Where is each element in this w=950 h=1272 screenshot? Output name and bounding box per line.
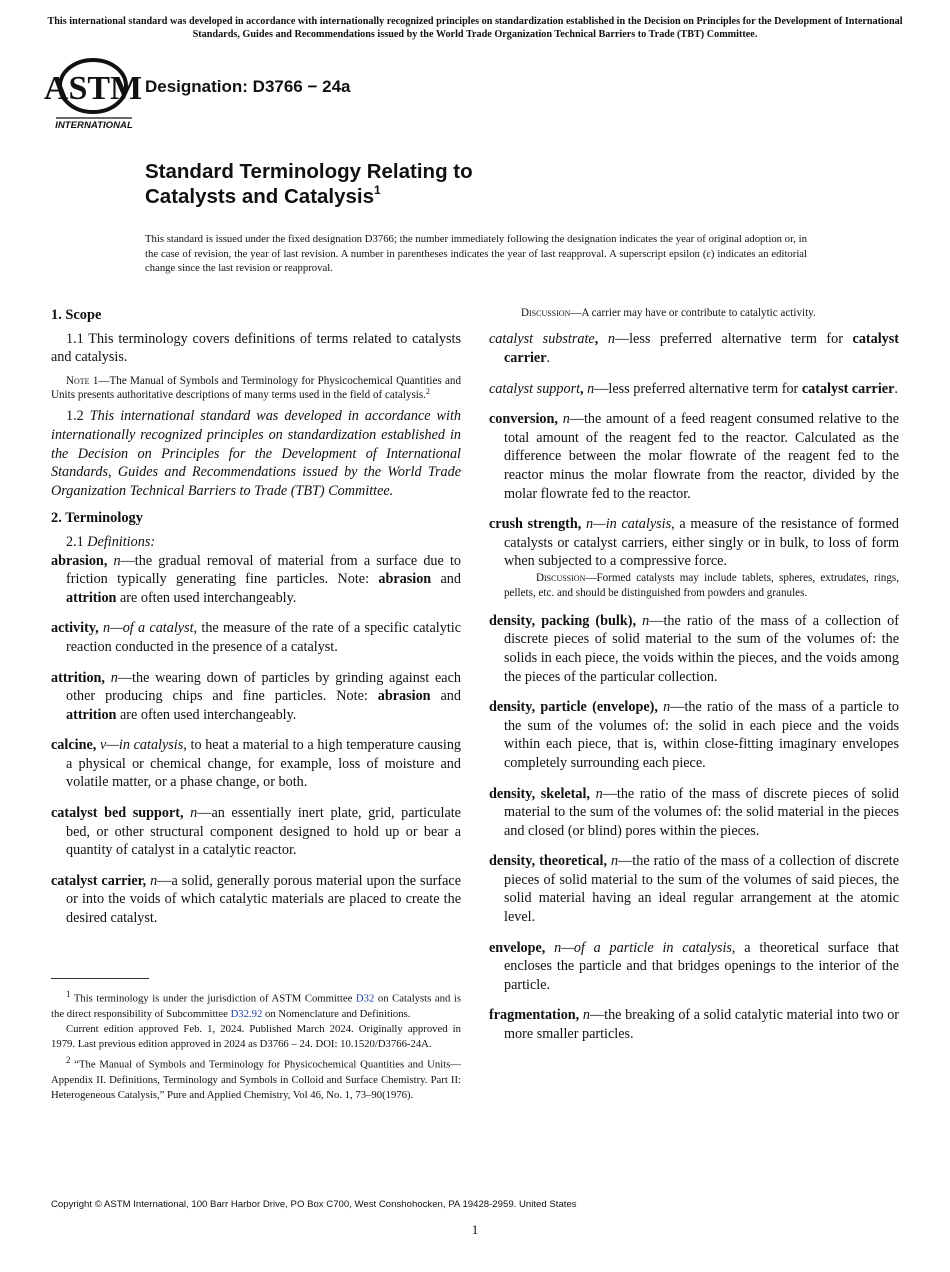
logo-subtext: INTERNATIONAL xyxy=(55,120,133,131)
term-density-particle: density, particle (envelope), n—the ratio of the mass of a particle to the sum of the volumes of: the solid in each piece and the voids within each piece, that is, within close-fitting imaginary envelopes completely surrounding each piece. xyxy=(489,699,900,771)
page-title xyxy=(145,159,473,209)
right-column xyxy=(489,306,899,1044)
term-catalyst-bed-support: catalyst bed support, n—an essentially inert plate, grid, particulate bed, or other structural component designed to hold up or bear a quantity of catalyst in a catalytic reactor. xyxy=(51,805,461,859)
carrier-discussion: Discussion—A carrier may have or contribute to catalytic activity. xyxy=(521,307,816,319)
crush-discussion: Discussion—Formed catalysts may include tablets, spheres, extrudates, rings, pellets, etc. and should be distinguished from powders and granules. xyxy=(504,571,899,600)
subcommittee-d32-92-link[interactable]: D32.92 xyxy=(230,1007,263,1020)
copyright: Copyright © ASTM International, 100 Barr Harbor Drive, PO Box C700, West Conshohocken, PA 19428-2959. United States xyxy=(51,1199,577,1210)
left-column xyxy=(51,306,461,928)
term-fragmentation: fragmentation, n—the breaking of a solid catalytic material into two or more smaller particles. xyxy=(489,1007,900,1043)
footnote-edition: Current edition approved Feb. 1, 2024. Published March 2024. Originally approved in 1979. Last previous edition approved in 2024 as D3766 – 24. DOI: 10.1520/D3766-24A. xyxy=(51,1023,461,1051)
scope-1-1: 1.1 This terminology covers definitions of terms related to catalysts and catalysis. xyxy=(51,330,461,366)
committee-d32-link[interactable]: D32 xyxy=(355,992,375,1005)
title-line-1: Standard Terminology Relating to xyxy=(145,160,473,183)
footnote-1: $^1$ This terminology is under the jurisdiction of ASTM Committee D32 on Catalysts and is the direct responsibility of Subcommittee D32.92 on Nomenclature and Definitions. xyxy=(51,989,461,1020)
top-note: This international standard was developed in accordance with internationally recognized principles on standardization established in the Decision on Principles for the Development of International Standards, Guides and Recommendations issued by the World Trade Organization Technical Barriers to Trade (TBT) Committee. xyxy=(47,16,903,40)
title-footnote-mark: 1 xyxy=(374,183,381,197)
term-attrition: attrition, n—the wearing down of particles by grinding against each other producing chips and fine particles. Note: abrasion and attrition are often used interchangeably. xyxy=(51,669,461,723)
definitions-label: 2.1 Definitions: xyxy=(66,533,156,550)
term-density-skeletal: density, skeletal, n—the ratio of the mass of discrete pieces of solid material to the sum of the volumes of: the solid material in the pieces and closed (or blind) pores within the pieces. xyxy=(489,785,899,839)
terminology-heading: 2. Terminology xyxy=(51,510,143,527)
issue-note: This standard is issued under the fixed designation D3766; the number immediately following the designation indicates the year of original adoption or, in the case of revision, the year of last revision. A number in parentheses indicates the year of last reapproval. A superscript epsilon (ε) indicates an editorial change since the last revision or reapproval. xyxy=(145,233,807,275)
term-activity: activity, n—of a catalyst, the measure of the rate of a specific catalytic reaction conducted in the presence of a catalyst. xyxy=(51,620,462,655)
term-calcine: calcine, v—in catalysis, to heat a material to a high temperature causing a physical or chemical change, for example, loss of moisture and volatile matter, or a phase change, or both. xyxy=(51,737,462,791)
term-density-packing: density, packing (bulk), n—the ratio of the mass of a collection of discrete pieces of solid material to the sum of the volumes of: the solids in each piece, the voids within the pieces, and the voids among the pieces of the particular collection. xyxy=(489,612,899,685)
page-number: 1 xyxy=(471,1222,479,1237)
designation: Designation: D3766 − 24a xyxy=(145,77,351,96)
term-catalyst-support: catalyst support, n—less preferred alternative term for catalyst carrier. xyxy=(489,380,898,397)
footnote-rule xyxy=(51,978,149,979)
term-catalyst-carrier: catalyst carrier, n—a solid, generally porous material upon the surface or into the voids of which catalytic materials are placed to create the desired catalyst. xyxy=(51,872,462,927)
term-catalyst-substrate: catalyst substrate, n—less preferred alternative term for catalyst carrier. xyxy=(489,331,900,366)
scope-heading: 1. Scope xyxy=(51,307,102,323)
scope-1-2: 1.2 This international standard was developed in accordance with internationally recognized principles on standardization established in the Decision on Principles for the Development of International Standards, Guides and Recommendations issued by the World Trade Organization Technical Barriers to Trade (TBT) Committee. xyxy=(51,408,461,499)
term-conversion: conversion, n—the amount of a feed reagent consumed relative to the total amount of the reagent fed to the reactor. Calculated as the difference between the molar flowrate of the reagent fed to the reactor minus the molar flowrate from the reactor, divided by the molar flowrate fed to the reactor. xyxy=(489,411,899,502)
note-1: Note 1—The Manual of Symbols and Terminology for Physicochemical Quantities and Units presents authoritative descriptions of many terms used in the field of catalysis.$^2$ xyxy=(51,374,461,402)
term-abrasion: abrasion, n—the gradual removal of material from a surface due to friction typically generating fine particles. Note: abrasion and attrition are often used interchangeably. xyxy=(51,552,461,606)
logo-text: ASTM xyxy=(43,70,143,107)
footnotes xyxy=(51,987,461,1103)
term-envelope: envelope, n—of a particle in catalysis, a theoretical surface that encloses the particle and that bridges openings to the interior of the particle. xyxy=(489,939,899,993)
term-density-theoretical: density, theoretical, n—the ratio of the mass of a collection of discrete pieces of solid material to the sum of the volumes of said pieces, the solid material having an ideal regular arrangement at the atomic level. xyxy=(489,853,899,926)
term-crush-strength: crush strength, n—in catalysis, a measure of the resistance of formed catalysts or catalyst carriers, either singly or in bulk, to loss of form when subjected to a compressive force. xyxy=(489,516,899,570)
title-line-2: Catalysts and Catalysis xyxy=(145,185,375,208)
footnote-2: $^2$ “The Manual of Symbols and Terminology for Physicochemical Quantities and Units—Appendix II. Definitions, Terminology and Symbols in Colloid and Surface Chemistry. Part II: Heterogeneous Catalysis,” Pure and Applied Chemistry, Vol 46, No. 1, 73–90(1976). xyxy=(51,1054,461,1101)
astm-logo-icon xyxy=(43,56,143,132)
